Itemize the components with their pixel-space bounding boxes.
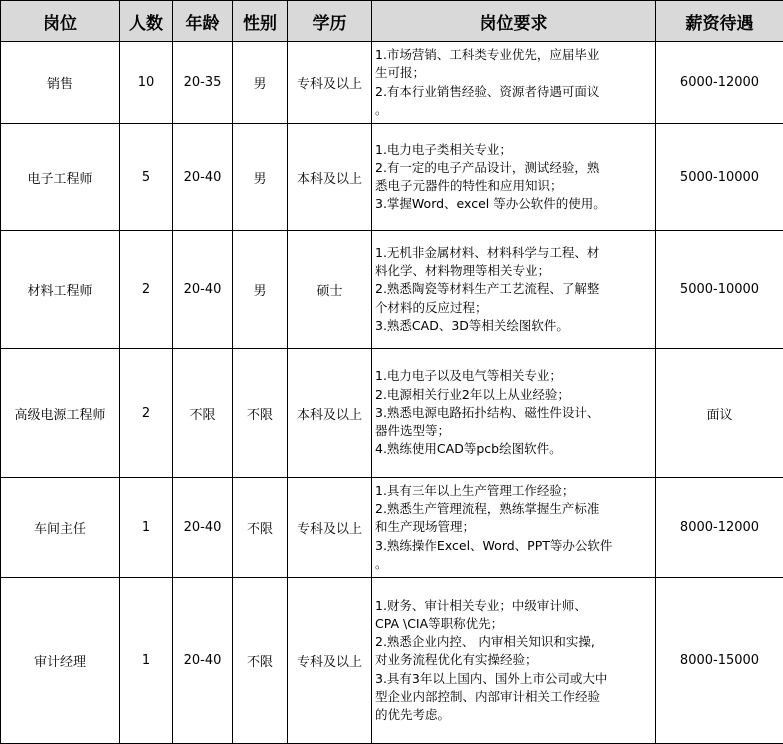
requirement-line: 1.市场营销、工科类专业优先，应届毕业 [375,46,652,64]
salary-cell: 5000-10000 [656,124,783,231]
table-row [1,42,783,124]
requirement-line: 4.熟练使用CAD等pcb绘图软件。 [375,440,652,458]
count-cell: 1 [120,578,173,744]
table-row [1,578,783,744]
requirement-line: CPA \CIA等职称优先； [375,615,652,633]
requirement-line: 2.电源相关行业2年以上从业经验； [375,386,652,404]
requirement-line: 3.熟练操作Excel、Word、PPT等办公软件 [375,537,652,555]
salary-cell: 8000-12000 [656,478,783,578]
age-cell: 20-40 [173,231,233,349]
requirement-line: 料化学、材料物理等相关专业； [375,262,652,280]
requirement-line: 型企业内部控制、内部审计相关工作经验 [375,688,652,706]
requirement-line: 的优先考虑。 [375,706,652,724]
education-cell: 专科及以上 [288,42,372,124]
requirement-line: 2.熟悉陶瓷等材料生产工艺流程、了解整 [375,280,652,298]
age-cell: 20-40 [173,478,233,578]
gender-cell: 男 [233,231,288,349]
gender-cell: 男 [233,124,288,231]
education-cell: 硕士 [288,231,372,349]
requirement-line: 对业务流程优化有实操经验； [375,651,652,669]
table-row [1,231,783,349]
requirements-cell [372,124,656,231]
header-position: 岗位 [1,1,120,42]
age-cell: 20-40 [173,124,233,231]
age-cell: 20-40 [173,578,233,744]
count-cell: 2 [120,231,173,349]
requirement-line: 2.熟悉企业内控、 内审相关知识和实操, [375,633,652,651]
header-requirements: 岗位要求 [372,1,656,42]
requirement-line: 1.财务、审计相关专业；中级审计师、 [375,597,652,615]
requirement-line: 悉电子元器件的特性和应用知识； [375,177,652,195]
header-count: 人数 [120,1,173,42]
requirement-line: 1.无机非金属材料、材料科学与工程、材 [375,244,652,262]
position-cell: 销售 [1,42,120,124]
gender-cell: 不限 [233,578,288,744]
header-row [1,1,783,42]
position-cell: 电子工程师 [1,124,120,231]
requirement-line: 2.熟悉生产管理流程，熟练掌握生产标准 [375,500,652,518]
requirement-line: 。 [375,555,652,573]
requirement-line: 个材料的反应过程； [375,299,652,317]
requirement-line: 和生产现场管理； [375,518,652,536]
header-salary: 薪资待遇 [656,1,783,42]
education-cell: 本科及以上 [288,124,372,231]
requirement-line: 1.具有三年以上生产管理工作经验； [375,482,652,500]
age-cell: 不限 [173,349,233,478]
requirement-line: 3.熟悉电源电路拓扑结构、磁性件设计、 [375,404,652,422]
age-cell: 20-35 [173,42,233,124]
count-cell: 5 [120,124,173,231]
table-row [1,124,783,231]
requirements-cell [372,231,656,349]
count-cell: 1 [120,478,173,578]
education-cell: 本科及以上 [288,349,372,478]
position-cell: 车间主任 [1,478,120,578]
requirement-line: 3.具有3年以上国内、国外上市公司或大中 [375,670,652,688]
count-cell: 2 [120,349,173,478]
header-gender: 性别 [233,1,288,42]
requirement-line: 器件选型等； [375,422,652,440]
requirements-cell [372,578,656,744]
gender-cell: 不限 [233,349,288,478]
table-row [1,349,783,478]
requirements-cell [372,478,656,578]
salary-cell: 5000-10000 [656,231,783,349]
requirement-line: 1.电力电子类相关专业； [375,141,652,159]
education-cell: 专科及以上 [288,578,372,744]
requirement-line: 2.有一定的电子产品设计，测试经验，熟 [375,159,652,177]
position-cell: 高级电源工程师 [1,349,120,478]
requirement-line: 1.电力电子以及电气等相关专业； [375,367,652,385]
header-age: 年龄 [173,1,233,42]
requirement-line: 生可报； [375,64,652,82]
table-row [1,478,783,578]
salary-cell: 6000-12000 [656,42,783,124]
header-education: 学历 [288,1,372,42]
requirements-cell [372,42,656,124]
position-cell: 审计经理 [1,578,120,744]
count-cell: 10 [120,42,173,124]
requirement-line: 3.熟悉CAD、3D等相关绘图软件。 [375,317,652,335]
salary-cell: 面议 [656,349,783,478]
salary-cell: 8000-15000 [656,578,783,744]
requirement-line: 3.掌握Word、excel 等办公软件的使用。 [375,195,652,213]
requirement-line: 。 [375,101,652,119]
position-cell: 材料工程师 [1,231,120,349]
requirements-cell [372,349,656,478]
education-cell: 专科及以上 [288,478,372,578]
requirement-line: 2.有本行业销售经验、资源者待遇可面议 [375,83,652,101]
gender-cell: 男 [233,42,288,124]
gender-cell: 不限 [233,478,288,578]
